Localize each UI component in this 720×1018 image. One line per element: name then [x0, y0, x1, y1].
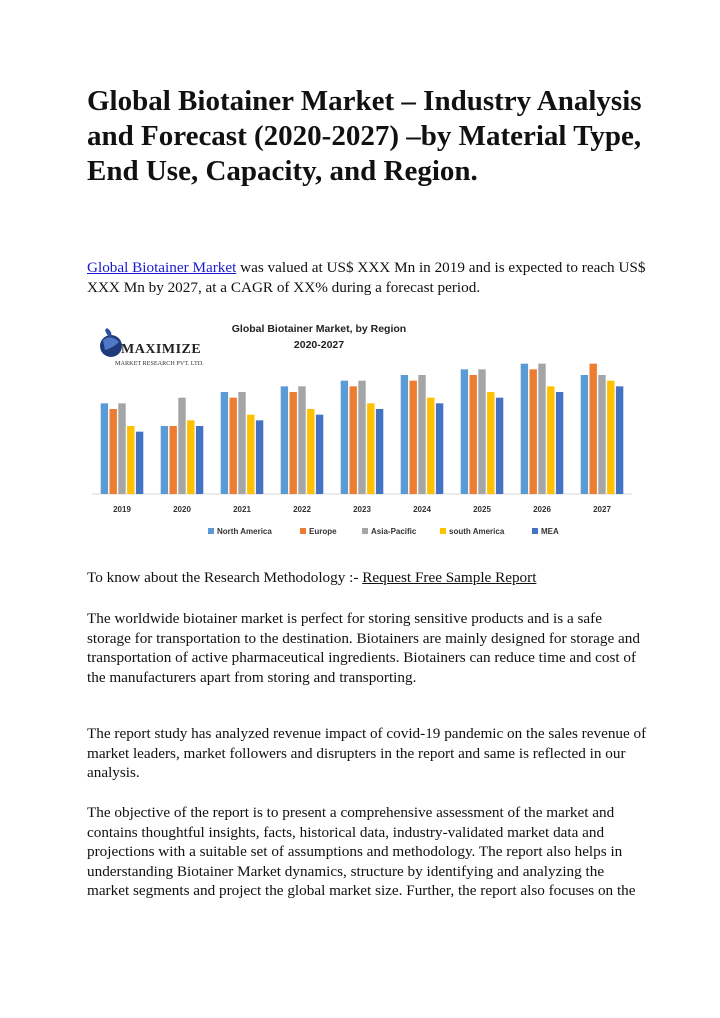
legend-swatch [208, 528, 214, 534]
body-paragraph-2: The report study has analyzed revenue impact of covid-19 pandemic on the sales revenue of market leaders, market followers and disrupters in the report and same is reflected in our analysis. [87, 725, 647, 782]
bar-north-america-2026 [521, 364, 528, 494]
x-tick-label: 2022 [293, 505, 311, 514]
bar-mea-2019 [136, 432, 143, 494]
bar-asia-pacific-2024 [418, 375, 425, 494]
x-tick-label: 2019 [113, 505, 131, 514]
bar-south-america-2026 [547, 386, 554, 494]
logo-name: MAXIMIZE [121, 342, 202, 357]
bar-asia-pacific-2025 [478, 369, 485, 494]
legend-swatch [300, 528, 306, 534]
bar-europe-2024 [410, 381, 417, 494]
document-title: Global Biotainer Market – Industry Analysis and Forecast (2020-2027) –by Material Type, End Use, Capacity, and Region. [87, 85, 642, 187]
bar-europe-2025 [470, 375, 477, 494]
legend-swatch [440, 528, 446, 534]
bar-asia-pacific-2019 [118, 403, 125, 494]
bar-mea-2023 [376, 409, 383, 494]
body-paragraph-1: The worldwide biotainer market is perfect for storing sensitive products and is a safe storage for transportation to the destination. Biotainers are mainly designed for storage and transportation of active pharmaceutical ingredients. Biotainers can reduce time and cost of the manufacturers apart from storing and transporting. [87, 610, 640, 686]
chart-title: Global Biotainer Market, by Region [231, 323, 407, 335]
bar-mea-2026 [556, 392, 563, 494]
bar-south-america-2019 [127, 426, 134, 494]
market-chart-figure [87, 312, 637, 548]
bar-asia-pacific-2021 [238, 392, 245, 494]
bar-north-america-2025 [461, 369, 468, 494]
bar-asia-pacific-2027 [598, 375, 605, 494]
bar-mea-2020 [196, 426, 203, 494]
intro-paragraph [87, 258, 647, 297]
legend-label: south America [449, 527, 505, 536]
bar-mea-2021 [256, 420, 263, 494]
x-tick-label: 2020 [173, 505, 191, 514]
bar-europe-2021 [230, 398, 237, 494]
x-tick-label: 2024 [413, 505, 431, 514]
sample-report-link[interactable]: Request Free Sample Report [362, 569, 537, 586]
x-tick-label: 2026 [533, 505, 551, 514]
bar-north-america-2027 [581, 375, 588, 494]
bar-south-america-2027 [607, 381, 614, 494]
bar-north-america-2020 [161, 426, 168, 494]
bar-mea-2024 [436, 403, 443, 494]
bar-asia-pacific-2020 [178, 398, 185, 494]
legend-label: MEA [541, 527, 559, 536]
intro-text: was valued at US$ XXX Mn in 2019 and is expected to reach US$ XXX Mn by 2027, at a CAGR of XX% during a forecast period. [87, 259, 646, 296]
legend-label: North America [217, 527, 272, 536]
company-logo [95, 326, 225, 376]
bar-north-america-2023 [341, 381, 348, 494]
logo-subtitle: MARKET RESEARCH PVT. LTD. [115, 360, 204, 367]
bar-asia-pacific-2023 [358, 381, 365, 494]
bar-south-america-2023 [367, 403, 374, 494]
x-tick-label: 2021 [233, 505, 251, 514]
body-paragraph-3: The objective of the report is to present a comprehensive assessment of the market and contains thoughtful insights, facts, historical data, industry-validated market data and projections with a suitable set of assumptions and methodology. The report also helps in understanding Biotainer Market dynamics, structure by identifying and analyzing the market segments and project the global market size. Further, the report also focuses on the [87, 804, 636, 900]
bar-europe-2023 [350, 386, 357, 494]
bar-mea-2022 [316, 415, 323, 494]
bar-europe-2020 [170, 426, 177, 494]
bar-south-america-2025 [487, 392, 494, 494]
bar-north-america-2019 [101, 403, 108, 494]
bar-south-america-2020 [187, 420, 194, 494]
legend-swatch [362, 528, 368, 534]
bar-asia-pacific-2022 [298, 386, 305, 494]
x-tick-label: 2027 [593, 505, 611, 514]
bar-south-america-2021 [247, 415, 254, 494]
bar-north-america-2024 [401, 375, 408, 494]
methodology-line [87, 568, 647, 588]
market-link[interactable]: Global Biotainer Market [87, 259, 237, 276]
legend-label: Asia-Pacific [371, 527, 417, 536]
chart-subtitle: 2020-2027 [293, 339, 345, 351]
legend-swatch [532, 528, 538, 534]
bar-europe-2026 [530, 369, 537, 494]
methodology-prefix: To know about the Research Methodology :- [87, 569, 363, 586]
legend-label: Europe [309, 527, 337, 536]
bar-south-america-2024 [427, 398, 434, 494]
bar-north-america-2022 [281, 386, 288, 494]
bar-europe-2019 [110, 409, 117, 494]
bar-mea-2027 [616, 386, 623, 494]
x-tick-label: 2023 [353, 505, 371, 514]
bar-north-america-2021 [221, 392, 228, 494]
bar-asia-pacific-2026 [538, 364, 545, 494]
bar-europe-2022 [290, 392, 297, 494]
bar-mea-2025 [496, 398, 503, 494]
bar-europe-2027 [590, 364, 597, 494]
bar-south-america-2022 [307, 409, 314, 494]
x-tick-label: 2025 [473, 505, 491, 514]
